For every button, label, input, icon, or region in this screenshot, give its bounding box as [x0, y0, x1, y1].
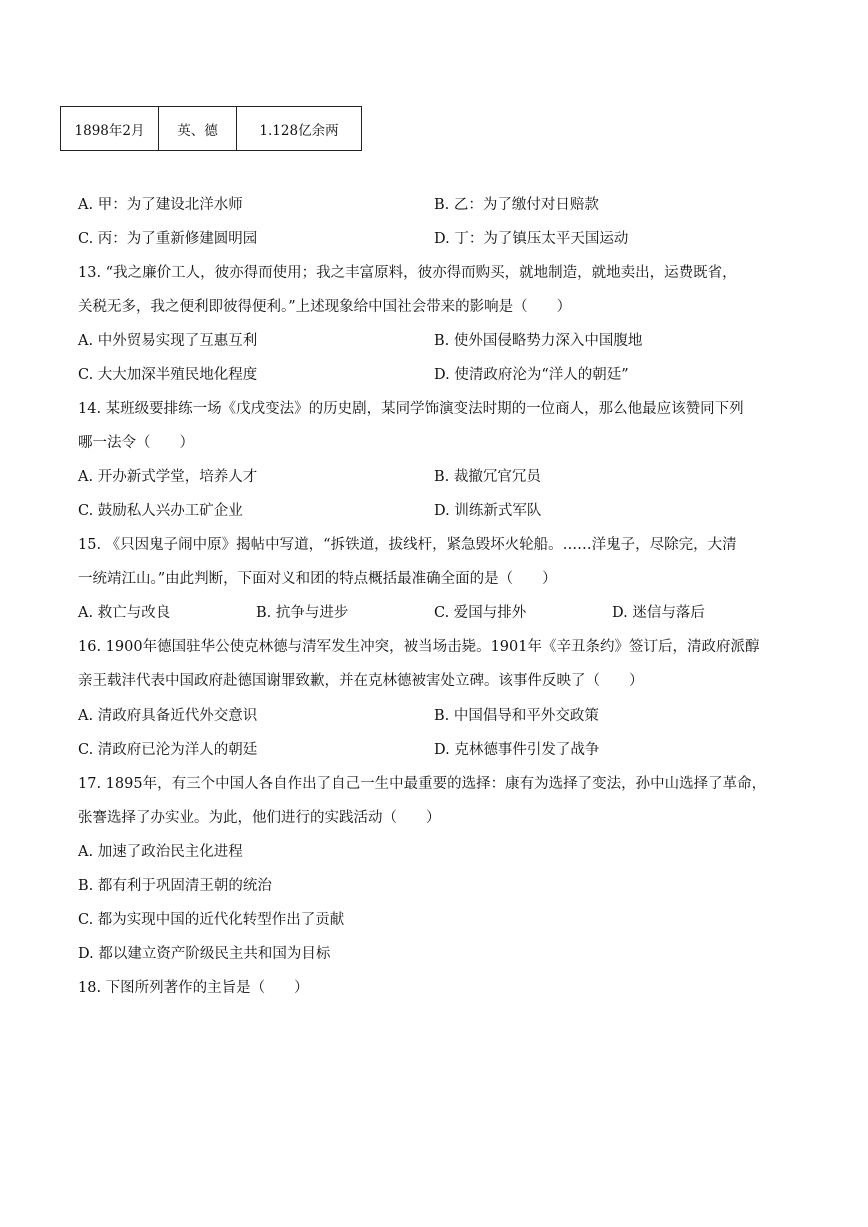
question-17	[78, 774, 794, 842]
q17-option-c: C. 都为实现中国的近代化转型作出了贡献	[78, 912, 345, 928]
q13-option-c: C. 大大加深半殖民地化程度	[78, 367, 258, 383]
table-row	[61, 107, 362, 151]
question-15-line-1: 15. 《只因鬼子闹中原》揭帖中写道，“拆铁道，拔线杆，紧急毁坏火轮船。……洋鬼子，尽除完，大清	[78, 537, 737, 553]
question-13-line-2: 关税无多，我之便利即彼得便利。”上述现象给中国社会带来的影响是（ ）	[78, 299, 572, 315]
q12-option-c: C. 丙：为了重新修建圆明园	[78, 231, 258, 247]
question-14	[78, 399, 794, 467]
question-13-line-1: 13. “我之廉价工人，彼亦得而使用；我之丰富原料，彼亦得而购买，就地制造，就地卖出，运费既省，	[78, 265, 737, 281]
question-17-line-1: 17. 1895年，有三个中国人各自作出了自己一生中最重要的选择：康有为选择了变法，孙中山选择了革命，	[78, 776, 767, 792]
question-15-line-2: 一统靖江山。”由此判断，下面对义和团的特点概括最准确全面的是（ ）	[78, 571, 557, 587]
q14-option-c: C. 鼓励私人兴办工矿企业	[78, 503, 243, 519]
table-cell-amount: 1.128亿余两	[237, 107, 362, 151]
q17-option-d: D. 都以建立资产阶级民主共和国为目标	[78, 946, 331, 962]
question-16	[78, 637, 794, 705]
q17-option-a: A. 加速了政治民主化进程	[78, 844, 243, 860]
q15-option-d: D. 迷信与落后	[612, 605, 705, 621]
question-13	[78, 263, 794, 331]
q15-option-c: C. 爱国与排外	[434, 605, 527, 621]
q14-option-b: B. 裁撤冗官冗员	[434, 469, 541, 485]
q15-option-a: A. 救亡与改良	[78, 605, 171, 621]
q13-option-b: B. 使外国侵略势力深入中国腹地	[434, 333, 643, 349]
q14-option-a: A. 开办新式学堂，培养人才	[78, 469, 258, 485]
question-16-line-1: 16. 1900年德国驻华公使克林德与清军发生冲突，被当场击毙。1901年《辛丑条约》签订后，清政府派醇	[78, 639, 760, 655]
q12-option-b: B. 乙：为了缴付对日赔款	[434, 197, 599, 213]
q13-option-a: A. 中外贸易实现了互惠互利	[78, 333, 258, 349]
question-16-line-2: 亲王载沣代表中国政府赴德国谢罪致歉，并在克林德被害处立碑。该事件反映了（ ）	[78, 673, 644, 689]
table-cell-country: 英、德	[159, 107, 237, 151]
q16-option-d: D. 克林德事件引发了战争	[434, 742, 600, 758]
q12-option-a: A. 甲：为了建设北洋水师	[78, 197, 243, 213]
question-18: 18. 下图所列著作的主旨是（ ）	[78, 980, 309, 996]
q13-option-d: D. 使清政府沦为“洋人的朝廷”	[434, 367, 629, 383]
question-14-line-2: 哪一法令（ ）	[78, 435, 194, 451]
q16-option-c: C. 清政府已沦为洋人的朝廷	[78, 742, 258, 758]
question-15	[78, 535, 794, 603]
q14-option-d: D. 训练新式军队	[434, 503, 542, 519]
question-17-line-2: 张謇选择了办实业。为此，他们进行的实践活动（ ）	[78, 810, 441, 826]
q16-option-a: A. 清政府具备近代外交意识	[78, 708, 258, 724]
question-14-line-1: 14. 某班级要排练一场《戊戌变法》的历史剧，某同学饰演变法时期的一位商人，那么他最应该赞同下列	[78, 401, 744, 417]
q15-option-b: B. 抗争与进步	[256, 605, 349, 621]
table-cell-date: 1898年2月	[61, 107, 159, 151]
q16-option-b: B. 中国倡导和平外交政策	[434, 708, 599, 724]
q12-option-d: D. 丁：为了镇压太平天国运动	[434, 231, 629, 247]
q17-option-b: B. 都有利于巩固清王朝的统治	[78, 878, 272, 894]
loan-table	[60, 106, 362, 151]
